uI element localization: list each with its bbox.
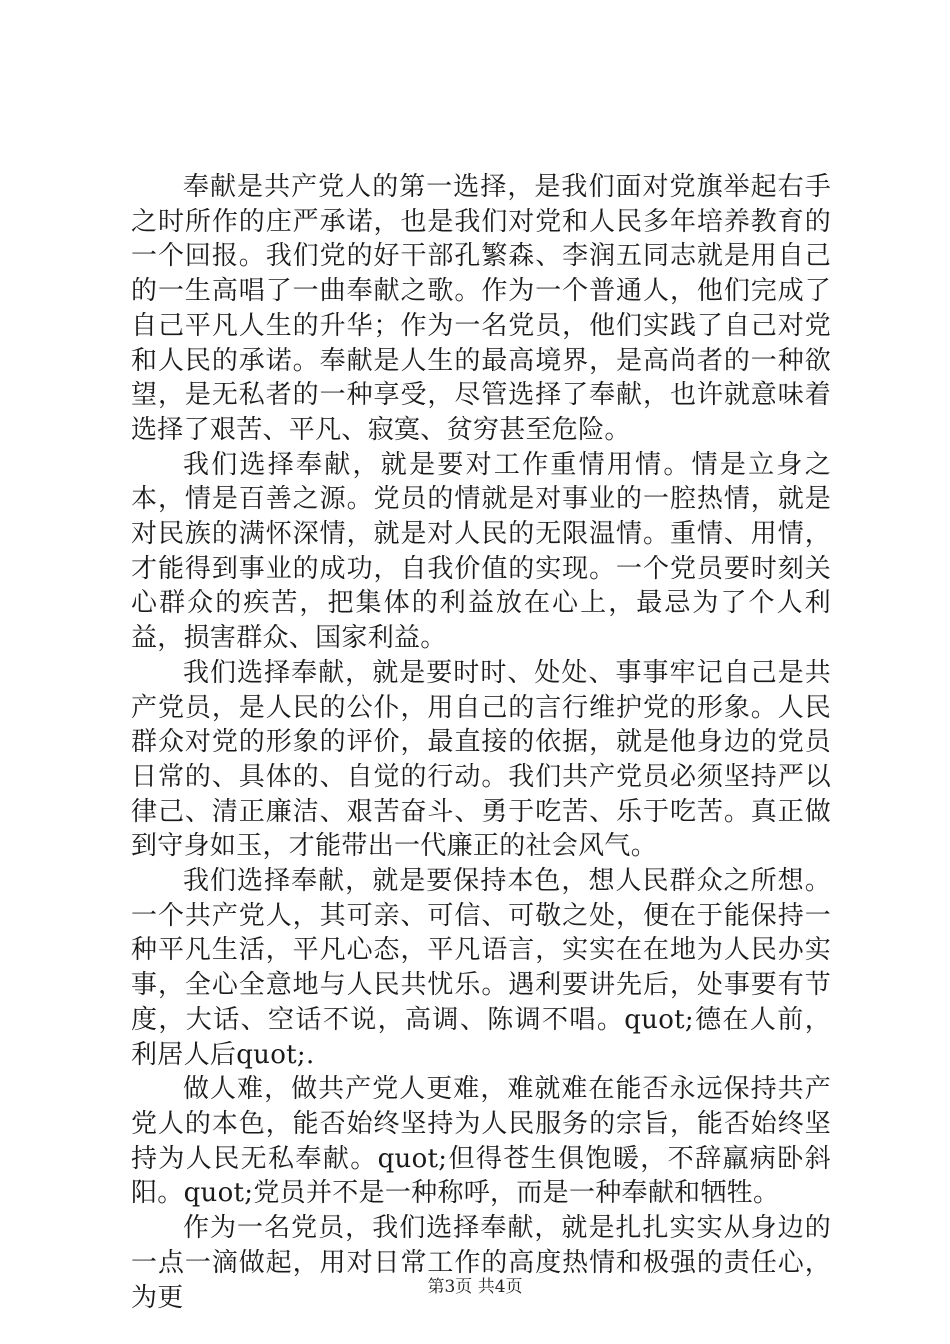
- document-body: [131, 170, 831, 1315]
- paragraph-4: 我们选择奉献，就是要保持本色，想人民群众之所想。一个共产党人，其可亲、可信、可敬之处，便在于能保持一种平凡生活，平凡心态，平凡语言，实实在在地为人民办实事，全心全意地与人民共忧乐。遇利要讲先后，处事要有节度，大话、空话不说，高调、陈调不唱。quot;德在人前，利居人后quot;.: [131, 866, 831, 1070]
- paragraph-2: 我们选择奉献，就是要对工作重情用情。情是立身之本，情是百善之源。党员的情就是对事业的一腔热情，就是对民族的满怀深情，就是对人民的无限温情。重情、用情，才能得到事业的成功，自我价值的实现。一个党员要时刻关心群众的疾苦，把集体的利益放在心上，最忌为了个人利益，损害群众、国家利益。: [131, 449, 831, 654]
- paragraph-3: 我们选择奉献，就是要时时、处处、事事牢记自己是共产党员，是人民的公仆，用自己的言行维护党的形象。人民群众对党的形象的评价，最直接的依据，就是他身边的党员日常的、具体的、自觉的行动。我们共产党员必须坚持严以律己、清正廉洁、艰苦奋斗、勇于吃苦、乐于吃苦。真正做到守身如玉，才能带出一代廉正的社会风气。: [131, 657, 831, 862]
- page-footer: 第3页 共4页: [427, 1277, 523, 1297]
- paragraph-1: 奉献是共产党人的第一选择，是我们面对党旗举起右手之时所作的庄严承诺，也是我们对党和人民多年培养教育的一个回报。我们党的好干部孔繁森、李润五同志就是用自己的一生高唱了一曲奉献之歌。作为一个普通人，他们完成了自己平凡人生的升华；作为一名党员，他们实践了自己对党和人民的承诺。奉献是人生的最高境界，是高尚者的一种欲望，是无私者的一种享受，尽管选择了奉献，也许就意味着选择了艰苦、平凡、寂寞、贫穷甚至危险。: [131, 172, 831, 445]
- paragraph-6: 作为一名党员，我们选择奉献，就是扎扎实实从身边的一点一滴做起，用对日常工作的高度热情和极强的责任心，为更: [131, 1213, 831, 1313]
- paragraph-5: 做人难，做共产党人更难，难就难在能否永远保持共产党人的本色，能否始终坚持为人民服务的宗旨，能否始终坚持为人民无私奉献。quot;但得苍生俱饱暖，不辞羸病卧斜阳。quot;党员并不是一种称呼，而是一种奉献和牺牲。: [131, 1074, 831, 1209]
